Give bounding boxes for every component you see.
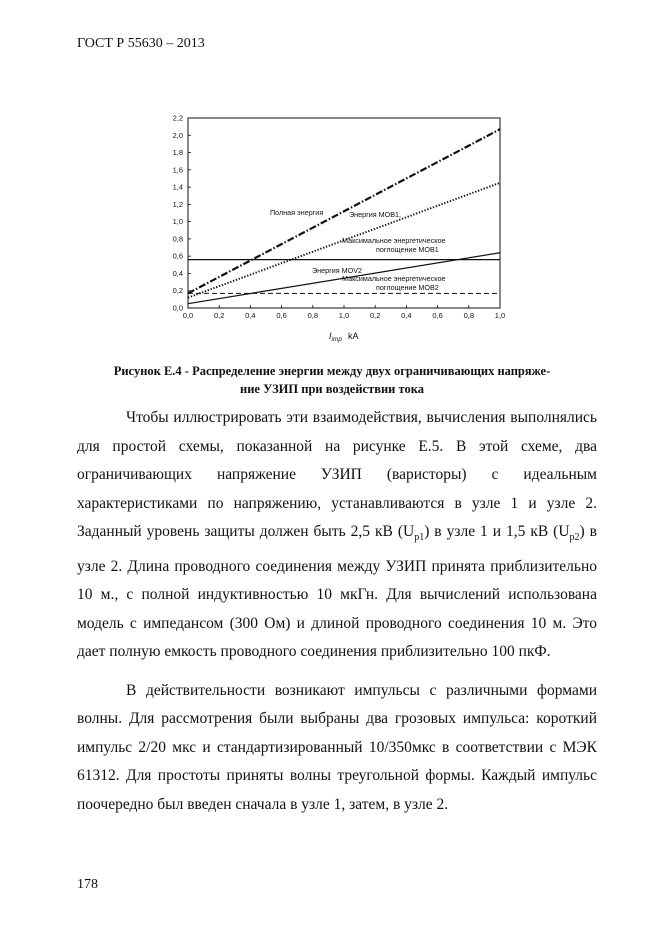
y-tick-label: 2,2 — [172, 113, 183, 123]
symbol-up1: $U_{p1}$ — [402, 523, 425, 544]
energy-chart — [150, 110, 520, 350]
label-mov1-energy: Энергия МОВ1, — [349, 210, 402, 219]
x-tick-label: 0,0 — [182, 311, 194, 320]
label-total-energy: Полная энергия — [270, 208, 324, 217]
y-tick-label: 0,2 — [172, 286, 183, 296]
y-tick-label: 0,6 — [172, 251, 183, 261]
p1-text-b: ) в узле 1 и 1,5 кВ ( — [424, 523, 559, 540]
caption-line-1: Рисунок Е.4 - Распределение энергии между двух ограничивающих напряже- — [113, 364, 551, 378]
x-axis-symbol: I — [329, 331, 332, 341]
y-tick-label: 1,8 — [172, 148, 183, 158]
x-tick-label: 0,8 — [307, 311, 319, 320]
paragraph-2: В действительности возникают импульсы с различными формами волны. Для рассмотрения были выбраны два грозовых импульса: короткий импульс 2/20 мкс и стандартизированный 10/350мкс в соответствии с МЭК 61312. Для простоты приняты волны треугольной формы. Каждый импульс поочередно был введен сначала в узле 1, затем, в узле 2. — [77, 681, 597, 813]
p1-text-a: Чтобы иллюстрировать эти взаимодействия, вычисления выполнялись для простой схемы, показанной на рисунке Е.5. В этой схеме, два ограничивающих напряжение УЗИП (варисторы) с идеальным характеристиками по напряжению, устанавливаются в узле 1 и узле 2. Заданный уровень защиты должен быть 2,5 кВ ( — [77, 409, 597, 540]
x-tick-label: 0,6 — [432, 311, 443, 320]
x-tick-label: 0,4 — [245, 311, 256, 320]
x-tick-label: 0,6 — [276, 311, 287, 320]
body-text — [77, 404, 597, 829]
document-header: ГОСТ Р 55630 – 2013 — [77, 36, 205, 51]
x-tick-label: 0,4 — [401, 311, 412, 320]
y-tick-label: 1,4 — [172, 182, 183, 192]
x-axis-subscript: imp — [331, 336, 342, 343]
figure-caption — [72, 362, 592, 398]
y-tick-label: 0,4 — [172, 268, 183, 278]
page-number: 178 — [77, 877, 98, 892]
label-max-absorption-mov2-line2: поглощение МОВ2 — [376, 283, 439, 292]
label-max-absorption-mov1-line1: Максимальное энергетическое — [342, 236, 446, 245]
chart-svg — [150, 110, 520, 350]
y-tick-label: 1,0 — [172, 217, 183, 227]
caption-line-2: ние УЗИП при воздействии тока — [240, 382, 424, 396]
y-tick-label: 1,2 — [172, 199, 183, 209]
symbol-up2: $U_{p2}$ — [558, 523, 580, 544]
y-tick-label: 0,0 — [172, 303, 183, 313]
x-axis-ticks — [183, 305, 505, 320]
x-tick-label: 1,0 — [338, 311, 350, 320]
x-tick-label: 0,8 — [463, 311, 475, 320]
y-tick-label: 2,0 — [172, 130, 183, 140]
label-max-absorption-mov1-line2: поглощение МОВ1 — [376, 245, 439, 254]
x-axis-unit: kA — [348, 331, 359, 341]
x-tick-label: 1,0 — [494, 311, 506, 320]
y-tick-label: 1,6 — [172, 165, 183, 175]
x-axis-label — [329, 331, 359, 343]
label-max-absorption-mov2-line1: Максимальное энергетическое — [342, 274, 446, 283]
label-mov2-energy: Энергия MOV2 — [312, 266, 363, 275]
paragraph-1 — [77, 404, 597, 667]
x-tick-label: 0,2 — [213, 311, 225, 320]
y-tick-label: 0,8 — [172, 234, 183, 244]
p1-text-c: ) в узле 2. Длина проводного соединения между УЗИП принята приблизительно 10 м., с полной индуктивностью 10 мкГн. Для вычислений использована модель с импедансом (300 Ом) и длиной проводного соединения 10 м. Это дает полную емкость проводного соединения приблизительно 100 пкФ. — [77, 523, 597, 661]
x-tick-label: 0,2 — [369, 311, 381, 320]
